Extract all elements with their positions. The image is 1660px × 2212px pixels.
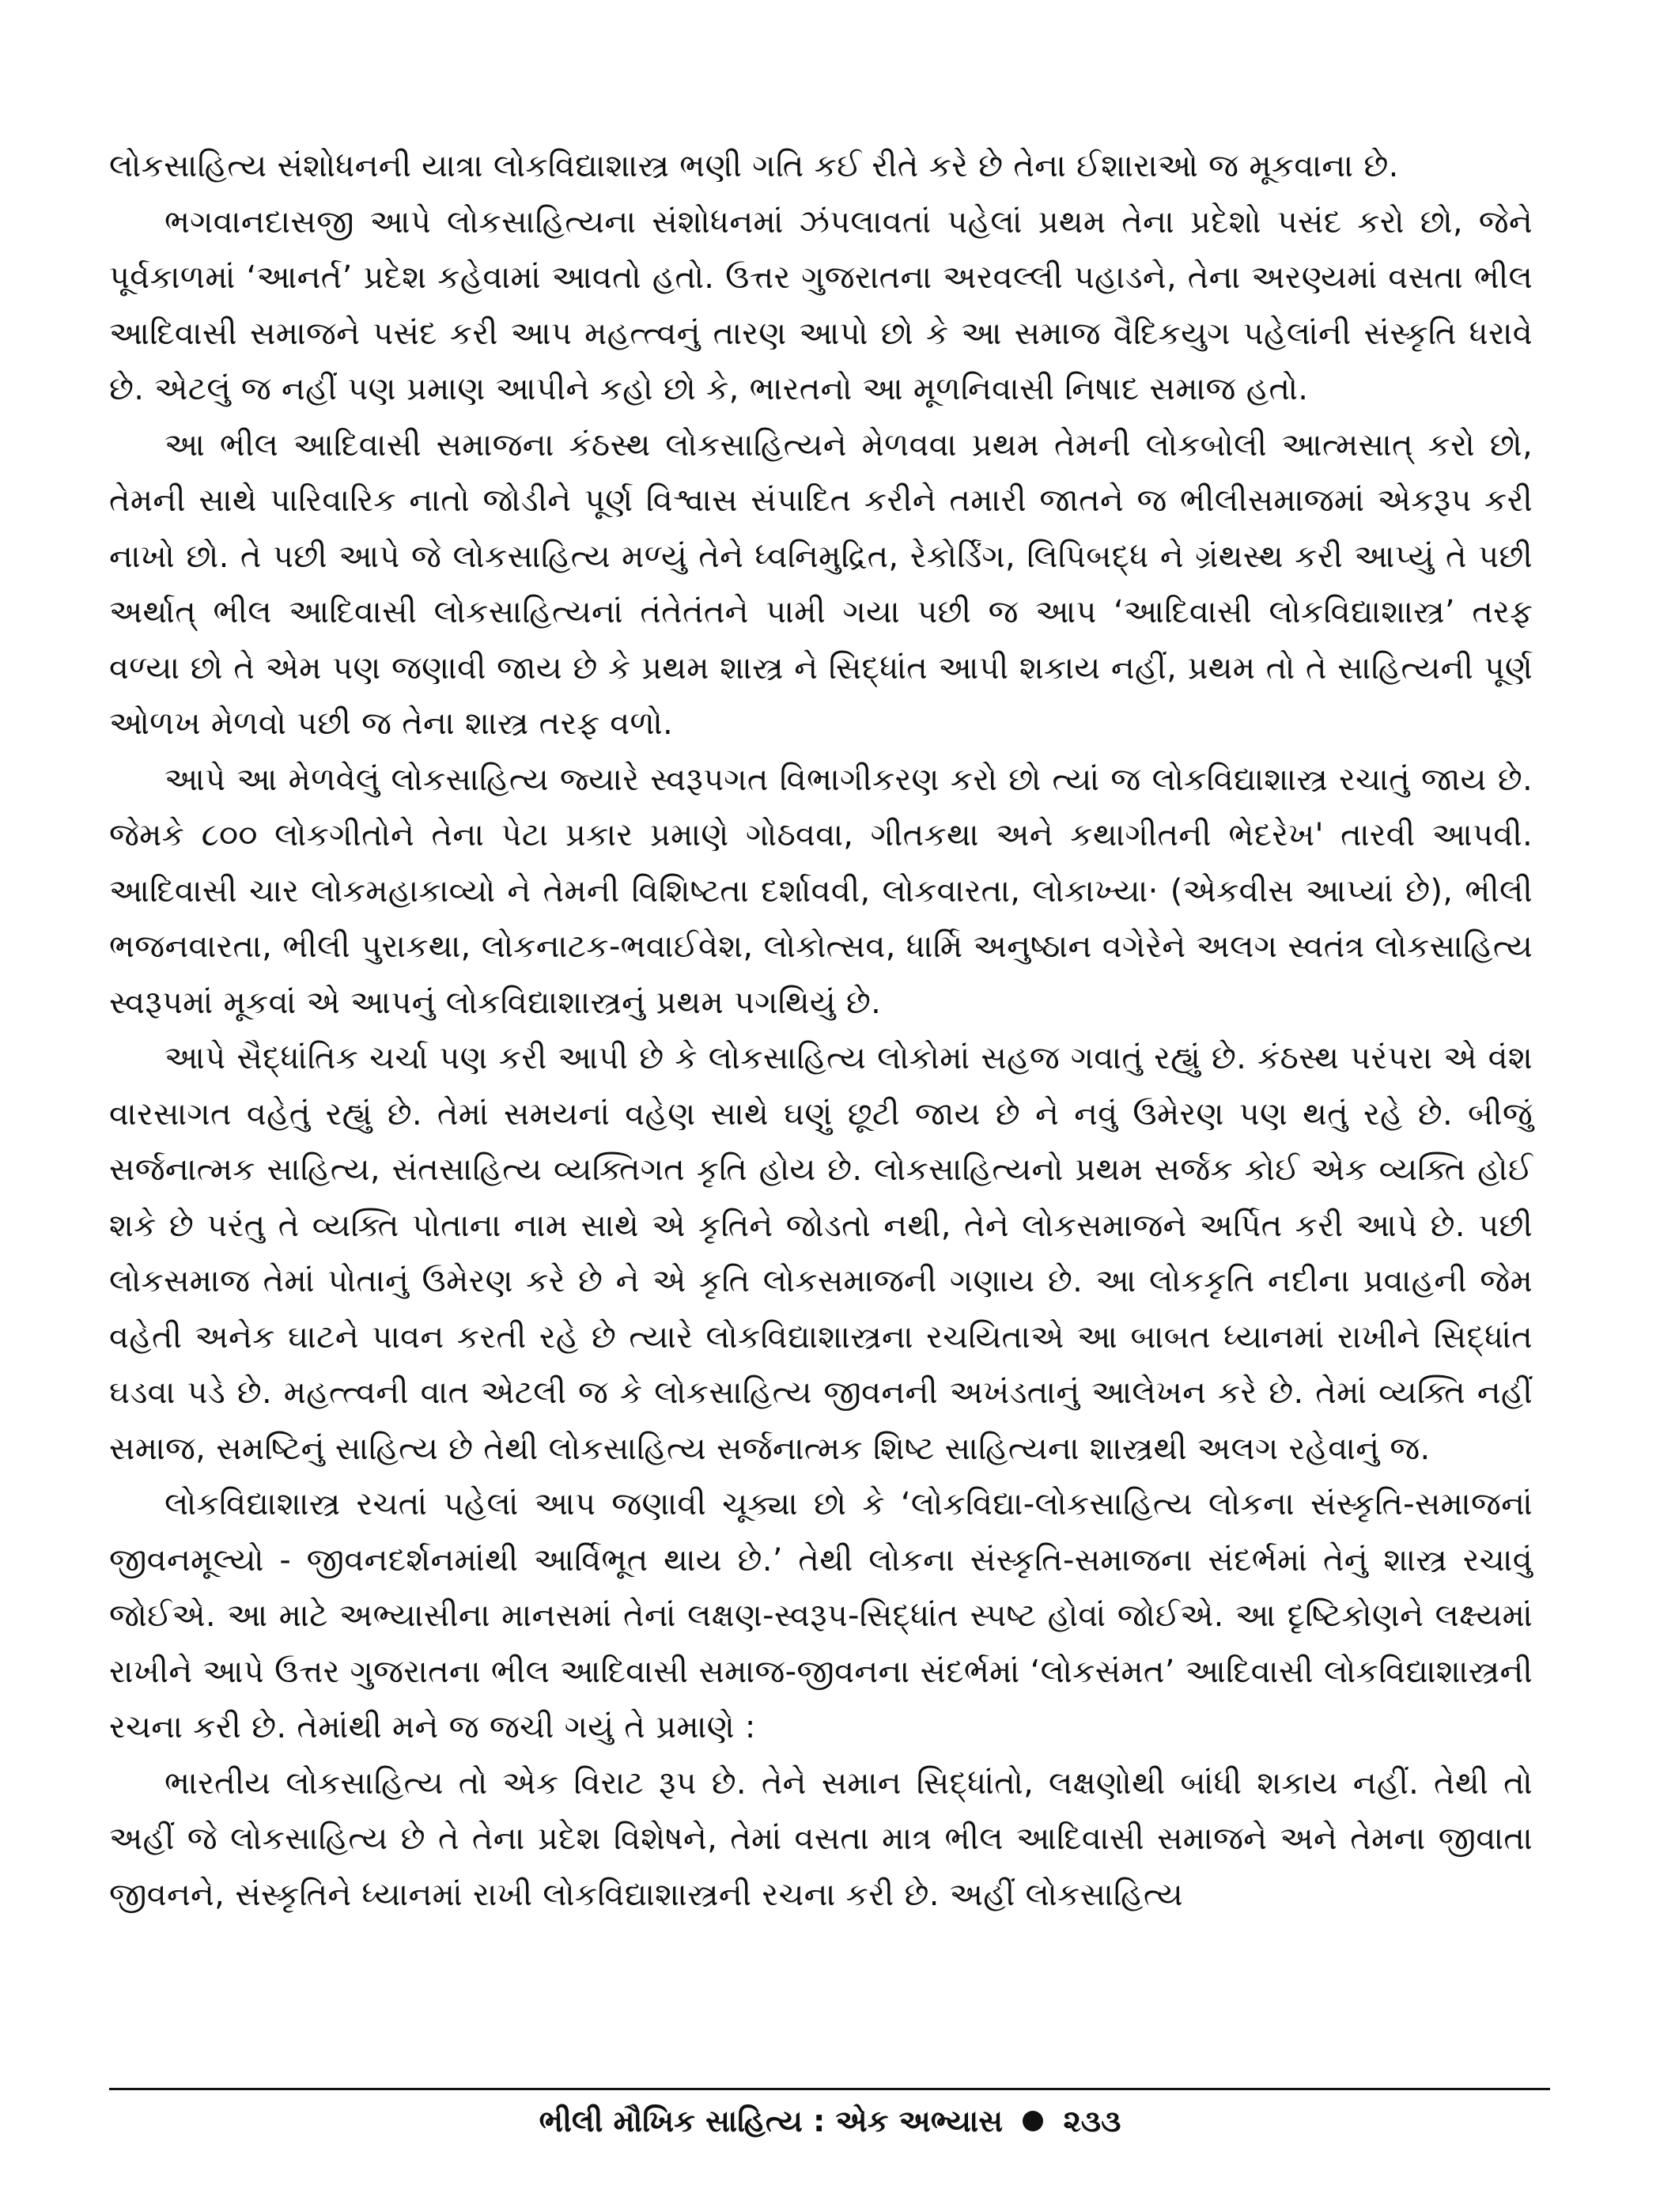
footer-divider — [109, 2088, 1550, 2090]
page-footer — [0, 2097, 1660, 2145]
paragraph-7: ભારતીય લોકસાહિત્ય તો એક વિરાટ રૂપ છે. તેને સમાન સિદ્ધાંતો, લક્ષણોથી બાંધી શકાય નહીં. તેથી તો અહીં જે લોકસાહિત્ય છે તે તેના પ્રદેશ વિશેષને, તેમાં વસતા માત્ર ભીલ આદિવાસી સમાજને અને તેમના જીવાતા જીવનને, સંસ્કૃતિને ધ્યાનમાં રાખી લોકવિદ્યાશાસ્ત્રની રચના કરી છે. અહીં લોકસાહિત્ય — [109, 1764, 1533, 1913]
page-number: ૨૩૩ — [1063, 2104, 1121, 2138]
paragraph-1: લોકસાહિત્ય સંશોધનની યાત્રા લોકવિદ્યાશાસ્ત્ર ભણી ગતિ કઈ રીતે કરે છે તેના ઈશારાઓ જ મૂકવાના છે. — [109, 148, 1399, 184]
body-text — [109, 138, 1533, 1923]
paragraph-3: આ ભીલ આદિવાસી સમાજના કંઠસ્થ લોકસાહિત્યને મેળવવા પ્રથમ તેમની લોકબોલી આત્મસાત્ કરો છો, તેમની સાથે પારિવારિક નાતો જોડીને પૂર્ણ વિશ્વાસ સંપાદિત કરીને તમારી જાતને જ ભીલીસમાજમાં એકરૂપ કરી નાખો છો. તે પછી આપે જે લોકસાહિત્ય મળ્યું તેને ધ્વનિમુદ્રિત, રેકોર્ડિંગ, લિપિબદ્ધ ને ગ્રંથસ્થ કરી આપ્યું તે પછી અર્થાત્ ભીલ આદિવાસી લોકસાહિત્યનાં તંતેતંતને પામી ગયા પછી જ આપ ‘આદિવાસી લોકવિદ્યાશાસ્ત્ર’ તરફ વળ્યા છો તે એમ પણ જણાવી જાય છે કે પ્રથમ શાસ્ત્ર ને સિદ્ધાંત આપી શકાય નહીં, પ્રથમ તો તે સાહિત્યની પૂર્ણ ઓળખ મેળવો પછી જ તેના શાસ્ત્ર તરફ વળો. — [109, 426, 1533, 742]
bullet-icon — [1023, 2111, 1043, 2131]
paragraph-6: લોકવિદ્યાશાસ્ત્ર રચતાં પહેલાં આપ જણાવી ચૂક્યા છો કે ‘લોકવિદ્યા-લોકસાહિત્ય લોકના સંસ્કૃતિ-સમાજનાં જીવનમૂલ્યો - જીવનદર્શનમાંથી આર્વિભૂત થાય છે.’ તેથી લોકના સંસ્કૃતિ-સમાજના સંદર્ભમાં તેનું શાસ્ત્ર રચાવું જોઈએ. આ માટે અભ્યાસીના માનસમાં તેનાં લક્ષણ-સ્વરૂપ-સિદ્ધાંત સ્પષ્ટ હોવાં જોઈએ. આ દૃષ્ટિકોણને લક્ષ્યમાં રાખીને આપે ઉત્તર ગુજરાતના ભીલ આદિવાસી સમાજ-જીવનના સંદર્ભમાં ‘લોકસંમત’ આદિવાસી લોકવિદ્યાશાસ્ત્રની રચના કરી છે. તેમાંથી મને જ જચી ગયું તે પ્રમાણે : — [109, 1486, 1533, 1745]
paragraph-2: ભગવાનદાસજી આપે લોકસાહિત્યના સંશોધનમાં ઝંપલાવતાં પહેલાં પ્રથમ તેના પ્રદેશો પસંદ કરો છો, જેને પૂર્વકાળમાં ‘આનર્ત’ પ્રદેશ કહેવામાં આવતો હતો. ઉત્તર ગુજરાતના અરવલ્લી પહાડને, તેના અરણ્યમાં વસતા ભીલ આદિવાસી સમાજને પસંદ કરી આપ મહત્ત્વનું તારણ આપો છો કે આ સમાજ વૈદિકયુગ પહેલાંની સંસ્કૃતિ ધરાવે છે. એટલું જ નહીં પણ પ્રમાણ આપીને કહો છો કે, ભારતનો આ મૂળનિવાસી નિષાદ સમાજ હતો. — [109, 203, 1533, 407]
footer-book-title: ભીલી મૌખિક સાહિત્ય : એક અભ્યાસ — [539, 2104, 1004, 2138]
paragraph-5: આપે સૈદ્ધાંતિક ચર્ચા પણ કરી આપી છે કે લોકસાહિત્ય લોકોમાં સહજ ગવાતું રહ્યું છે. કંઠસ્થ પરંપરા એ વંશ વારસાગત વહેતું રહ્યું છે. તેમાં સમયનાં વહેણ સાથે ઘણું છૂટી જાય છે ને નવું ઉમેરણ પણ થતું રહે છે. બીજું સર્જનાત્મક સાહિત્ય, સંતસાહિત્ય વ્યક્તિગત કૃતિ હોય છે. લોકસાહિત્યનો પ્રથમ સર્જક કોઈ એક વ્યક્તિ હોઈ શકે છે પરંતુ તે વ્યક્તિ પોતાના નામ સાથે એ કૃતિને જોડતો નથી, તેને લોકસમાજને અર્પિત કરી આપે છે. પછી લોકસમાજ તેમાં પોતાનું ઉમેરણ કરે છે ને એ કૃતિ લોકસમાજની ગણાય છે. આ લોકકૃતિ નદીના પ્રવાહની જેમ વહેતી અનેક ઘાટને પાવન કરતી રહે છે ત્યારે લોકવિદ્યાશાસ્ત્રના રચયિતાએ આ બાબત ધ્યાનમાં રાખીને સિદ્ધાંત ઘડવા પડે છે. મહત્ત્વની વાત એટલી જ કે લોકસાહિત્ય જીવનની અખંડતાનું આલેખન કરે છે. તેમાં વ્યક્તિ નહીં સમાજ, સમષ્ટિનું સાહિત્ય છે તેથી લોકસાહિત્ય સર્જનાત્મક શિષ્ટ સાહિત્યના શાસ્ત્રથી અલગ રહેવાનું જ. — [109, 1040, 1533, 1467]
paragraph-4: આપે આ મેળવેલું લોકસાહિત્ય જ્યારે સ્વરૂપગત વિભાગીકરણ કરો છો ત્યાં જ લોકવિદ્યાશાસ્ત્ર રચાતું જાય છે. જેમકે ૮૦૦ લોકગીતોને તેના પેટા પ્રકાર પ્રમાણે ગોઠવવા, ગીતકથા અને કથાગીતની ભેદરેખ' તારવી આપવી. આદિવાસી ચાર લોકમહાકાવ્યો ને તેમની વિશિષ્ટતા દર્શાવવી, લોકવારતા, લોકાખ્યા· (એકવીસ આપ્યાં છે), ભીલી ભજનવારતા, ભીલી પુરાકથા, લોકનાટક-ભવાઈવેશ, લોકોત્સવ, ધાર્મિ અનુષ્ઠાન વગેરેને અલગ સ્વતંત્ર લોકસાહિત્ય સ્વરૂપમાં મૂકવાં એ આપનું લોકવિદ્યાશાસ્ત્રનું પ્રથમ પગથિયું છે. — [109, 761, 1533, 1021]
